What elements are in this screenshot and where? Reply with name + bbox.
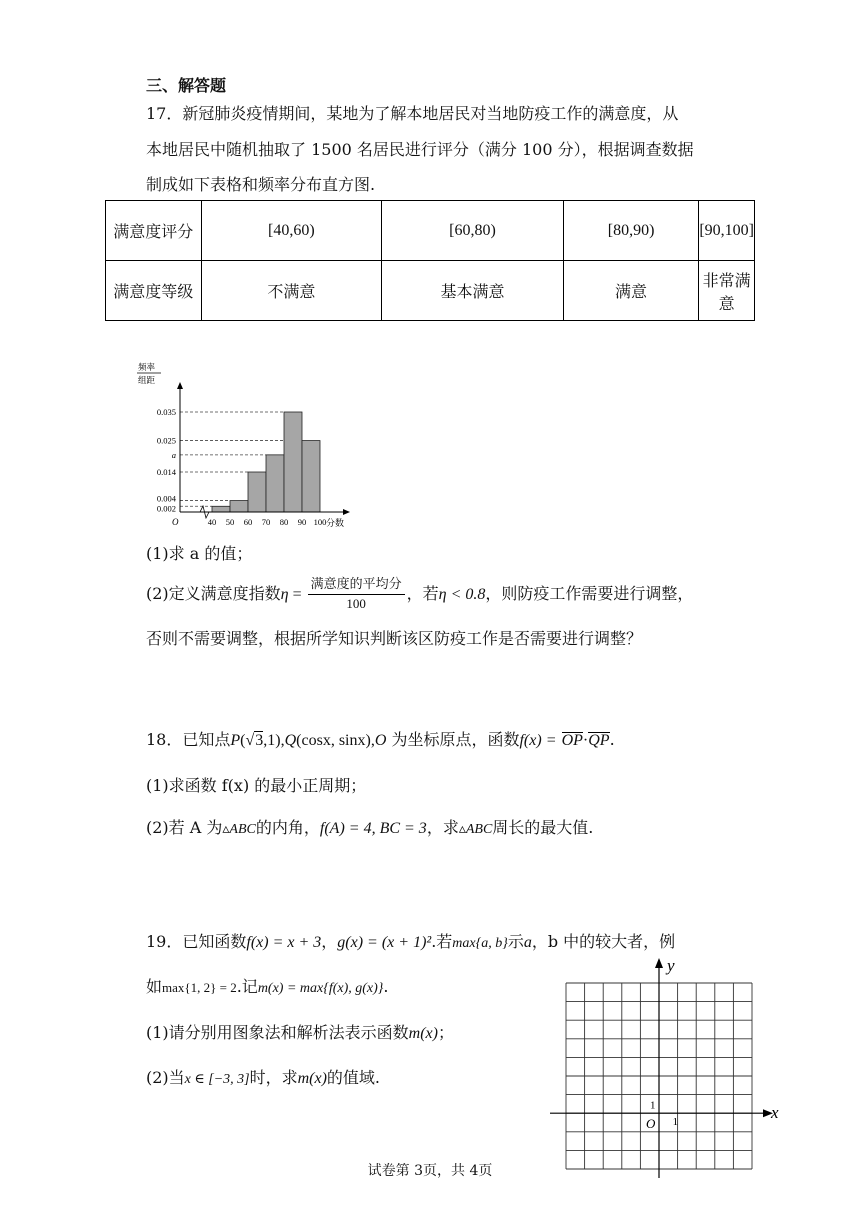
y-tick-label: 0.014 [156, 467, 176, 477]
q19-text: .若 [431, 932, 453, 951]
point-p-coord: ,1), [263, 732, 285, 749]
q17-sub1: (1)求 a 的值； [146, 544, 253, 563]
x-tick-label: 80 [279, 517, 289, 527]
unit-x-label: 1 [672, 1116, 679, 1129]
table-cell: 非常满意 [699, 261, 755, 321]
eta-symbol: η [280, 586, 289, 603]
x-tick-label: 40 [207, 517, 217, 527]
q18-text: ，求 [426, 818, 459, 837]
triangle-abc: ▵ABC [222, 822, 256, 837]
triangle-abc: ▵ABC [458, 822, 493, 837]
q19-text: ，b 中的较大者，例 [531, 932, 676, 951]
page-footer: 试卷第 3页，共 4页 [367, 1163, 493, 1179]
y-tick-label: a [171, 449, 176, 460]
var-a: a [523, 934, 532, 951]
eta-condition: η < 0.8 [438, 586, 486, 603]
q17-sub2-text: (2)定义满意度指数 [146, 584, 281, 603]
point-q-coord: (cosx, sinx), [296, 732, 375, 749]
point-p-label: P [230, 732, 241, 749]
q19-text: ， [321, 932, 338, 951]
x-tick-label: 60 [243, 517, 253, 527]
fraction-numerator: 满意度的平均分 [308, 576, 405, 595]
domain-condition: x ∈ [−3, 3] [184, 1072, 250, 1087]
table-row [106, 201, 755, 261]
q18-text: 周长的最大值. [492, 818, 594, 837]
coordinate-grid [545, 955, 785, 1180]
table-cell: [60,80) [382, 201, 564, 261]
q19-text: .记 [236, 977, 258, 996]
histogram-bar [302, 441, 320, 512]
x-axis-label: 分数 [326, 519, 345, 529]
y-tick-label: 0.004 [156, 493, 176, 504]
function-f: f(x) = [519, 732, 557, 749]
y-tick-label: 0.035 [156, 407, 176, 417]
y-tick-label: 0.002 [156, 503, 176, 514]
point-q-label: Q [284, 732, 297, 749]
q19-text: 时，求 [249, 1068, 298, 1087]
point-p-coord: ( [240, 732, 246, 749]
x-tick-label: 50 [225, 517, 235, 527]
q18-sub1: (1)求函数 f(x) 的最小正周期； [146, 776, 367, 795]
y-axis-arrow [177, 382, 183, 389]
q19-line1 [146, 932, 675, 954]
q17-sub2-text: ，则防疫工作需要进行调整， [485, 584, 694, 603]
origin-label: O [374, 732, 387, 749]
q19-text: 示 [507, 932, 524, 951]
q19-text: (2)当 [146, 1068, 185, 1087]
table-row [106, 261, 755, 321]
max-example: max{1, 2} = 2 [162, 980, 237, 995]
histogram-bar [230, 501, 248, 512]
table-cell: 基本满意 [382, 261, 564, 321]
q19-text: 19．已知函数 [146, 932, 247, 951]
q19-text: 的值域. [326, 1068, 381, 1087]
histogram-bar [212, 506, 230, 512]
table-cell: 满意度等级 [106, 261, 202, 321]
fraction-denominator: 100 [346, 596, 366, 611]
function-f-def: f(x) = x + 3 [246, 934, 322, 951]
q19-text: ； [437, 1023, 454, 1042]
q17-sub2 [146, 574, 693, 614]
satisfaction-table [105, 200, 755, 321]
x-axis-arrow [343, 509, 350, 515]
function-m-def: m(x) = max{f(x), g(x)} [257, 981, 384, 996]
x-tick-label: 90 [297, 517, 307, 527]
table-cell: 满意度评分 [106, 201, 202, 261]
origin-label: O [172, 517, 179, 527]
function-m: m(x) [408, 1025, 438, 1042]
q18-text: 18．已知点 [146, 730, 231, 749]
equals-sign: = [288, 586, 306, 603]
sqrt-radicand: 3 [255, 732, 264, 749]
table-cell: [80,90) [563, 201, 699, 261]
max-ab: max{a, b} [452, 936, 508, 951]
table-cell: 不满意 [201, 261, 382, 321]
q17-line1: 17．新冠肺炎疫情期间，某地为了解本地居民对当地防疫工作的满意度，从 [146, 104, 679, 123]
y-axis-label-top: 频率 [138, 363, 156, 373]
table-cell: 满意 [563, 261, 699, 321]
x-axis-label: x [771, 1103, 779, 1123]
q19-sub2 [146, 1068, 380, 1090]
histogram-bar [266, 455, 284, 512]
q19-line2 [146, 977, 389, 999]
section-title: 三、解答题 [146, 76, 227, 95]
q17-sub2-text: ，若 [406, 584, 439, 603]
q18-text: 的内角， [255, 818, 320, 837]
q19-text: . [383, 977, 389, 996]
histogram-bar [284, 412, 302, 512]
x-tick-label: 100 [313, 517, 327, 527]
q18-text: (2)若 A 为 [146, 818, 223, 837]
q18-text: 为坐标原点，函数 [391, 730, 520, 749]
condition: f(A) = 4, BC = 3 [319, 820, 427, 837]
vector-op: OP [561, 732, 583, 749]
y-axis-label-bottom: 组距 [138, 376, 156, 386]
y-axis-label: y [667, 956, 675, 975]
q17-line3: 制成如下表格和频率分布直方图. [146, 175, 376, 194]
histogram-bar [248, 472, 266, 512]
origin-label: O [646, 1116, 656, 1132]
q19-text: 如 [146, 977, 163, 996]
q18-line1 [146, 730, 615, 751]
vector-qp: QP [588, 732, 610, 749]
q18-text: . [609, 730, 615, 749]
q17-line2: 本地居民中随机抽取了 1500 名居民进行评分（满分 100 分），根据调查数据 [146, 140, 694, 159]
index-fraction [308, 576, 405, 613]
y-axis-arrow [655, 958, 663, 968]
function-g-def: g(x) = (x + 1)² [337, 934, 432, 951]
dot-operator: · [582, 732, 589, 749]
q17-sub2-line2: 否则不需要调整，根据所学知识判断该区防疫工作是否需要进行调整？ [146, 629, 643, 648]
frequency-histogram [130, 358, 360, 533]
unit-y-label: 1 [650, 1099, 656, 1112]
q19-sub1 [146, 1023, 454, 1044]
y-tick-label: 0.025 [156, 435, 176, 446]
sqrt-sign: √ [245, 732, 255, 749]
x-tick-label: 70 [261, 517, 271, 527]
table-cell: [90,100] [699, 201, 755, 261]
q19-text: (1)请分别用图象法和解析法表示函数 [146, 1023, 409, 1042]
q18-sub2 [146, 818, 593, 840]
function-m: m(x) [297, 1070, 327, 1087]
table-cell: [40,60) [201, 201, 382, 261]
